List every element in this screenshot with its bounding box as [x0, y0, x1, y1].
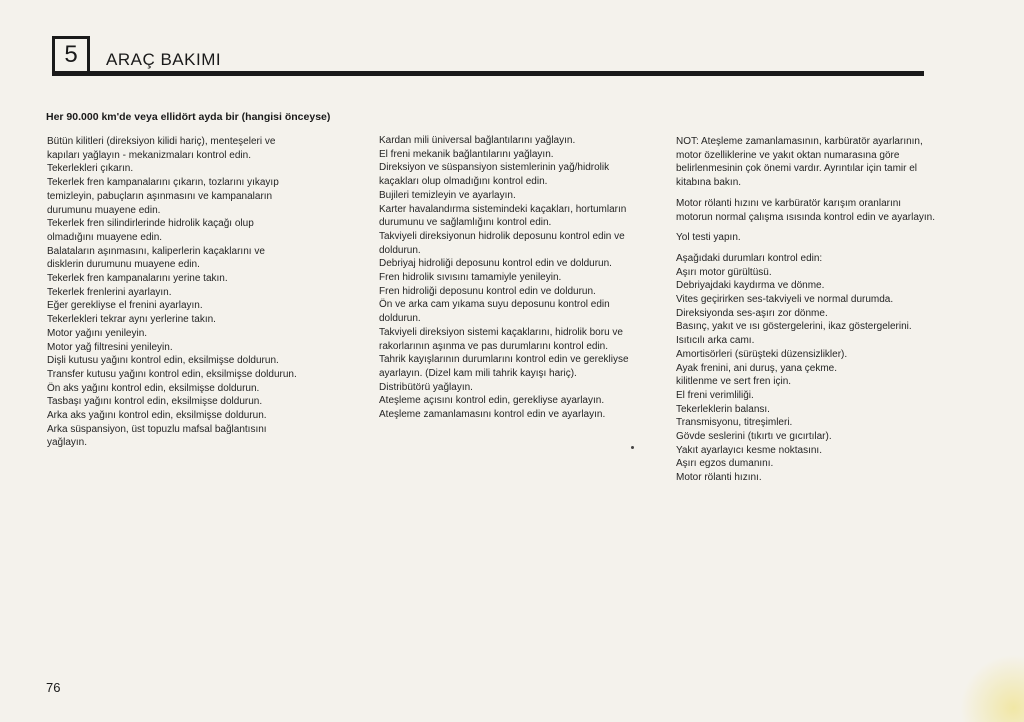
list-item: Eğer gerekliyse el frenini ayarlayın.: [47, 300, 203, 312]
list-item: Tekerlek fren kampanalarını çıkarın, tozlarını yıkayıp temizleyin, pabuçların aşınmasını ve kampanaların durumunu muayene edin.: [47, 177, 279, 216]
header-rule: [52, 71, 924, 76]
list-item: Fren hidrolik sıvısını tamamiyle yenileyin.: [379, 272, 562, 284]
list-item: Basınç, yakıt ve ısı göstergelerini, ikaz göstergelerini.: [676, 321, 912, 333]
list-item: Bütün kilitleri (direksiyon kilidi hariç), menteşeleri ve kapıları yağlayın - mekanizmaları kontrol edin.: [47, 136, 276, 161]
list-item: Tasbaşı yağını kontrol edin, eksilmişse doldurun.: [47, 396, 263, 408]
list-item: Motor rölanti hızını.: [676, 472, 762, 484]
list-item: El freni mekanik bağlantılarını yağlayın.: [379, 148, 554, 160]
list-item: Tekerlek fren silindirlerinde hidrolik kaçağı olup olmadığını muayene edin.: [47, 218, 254, 243]
list-item: Takviyeli direksiyon sistemi kaçaklarını, hidrolik boru ve rakorlarının aşınma ve pas durumlarını kontrol edin.: [379, 326, 623, 352]
list-item: Karter havalandırma sistemindeki kaçakları, hortumların durumunu ve sağlamlığını kontrol edin.: [379, 203, 627, 229]
list-item: Transfer kutusu yağını kontrol edin, eksilmişse doldurun.: [47, 368, 297, 380]
list-item: Ateşleme açısını kontrol edin, gerekliyse ayarlayın.: [379, 395, 605, 407]
list-item: Aşırı egzos dumanını.: [676, 458, 774, 470]
list-item: Distribütörü yağlayın.: [379, 381, 473, 393]
list-item: El freni verimliliği.: [676, 389, 754, 401]
column-3: [676, 135, 936, 485]
list-item: Takviyeli direksiyonun hidrolik deposunu kontrol edin ve doldurun.: [379, 230, 625, 256]
list-item: Balataların aşınmasını, kaliperlerin kaçaklarını ve disklerin durumunu muayene edin.: [47, 245, 265, 271]
column-1: [47, 135, 297, 450]
chapter-title: ARAÇ BAKIMI: [106, 50, 222, 69]
list-item: Ön ve arka cam yıkama suyu deposunu kontrol edin doldurun.: [379, 299, 610, 325]
note-paragraph: NOT: Ateşleme zamanlamasının, karbüratör ayarlarının, motor özelliklerine ve yakıt oktan numarasına göre belirlenmesinin çok önemi vardır. Ayrıntılar için tamir el kitabına bakın.: [676, 136, 923, 189]
list-item: Arka aks yağını kontrol edin, eksilmişse doldurun.: [47, 410, 267, 422]
paper-stain: [954, 652, 1024, 722]
idle-check-paragraph: Motor rölanti hızını ve karbüratör karışım oranlarını motorun normal çalışma ısısında kontrol edin ve ayarlayın.: [676, 197, 936, 223]
list-item: Ateşleme zamanlamasını kontrol edin ve ayarlayın.: [379, 409, 606, 421]
list-item: Arka süspansiyon, üst topuzlu mafsal bağlantısını yağlayın.: [47, 423, 267, 449]
list-item: Yakıt ayarlayıcı kesme noktasını.: [676, 444, 822, 456]
list-item: Tekerlek frenlerini ayarlayın.: [47, 286, 172, 298]
road-test-paragraph: Yol testi yapın.: [676, 232, 741, 244]
list-item: Transmisyonu, titreşimleri.: [676, 417, 793, 429]
list-item: Aşırı motor gürültüsü.: [676, 266, 772, 278]
section-subheading: Her 90.000 km'de veya ellidört ayda bir (hangisi önceyse): [46, 111, 331, 123]
list-item: Tekerleklerin balansı.: [676, 403, 770, 415]
list-item: Bujileri temizleyin ve ayarlayın.: [379, 189, 516, 201]
list-item: kilitlenme ve sert fren için.: [676, 376, 792, 388]
chapter-number-box: [52, 36, 90, 74]
page-number: 76: [46, 680, 61, 695]
list-item: Isıtıcılı arka camı.: [676, 335, 755, 347]
list-item: Motor yağ filtresini yenileyin.: [47, 341, 173, 353]
list-item: Fren hidroliği deposunu kontrol edin ve doldurun.: [379, 285, 596, 297]
list-item: Ayak frenini, ani duruş, yana çekme.: [676, 362, 838, 374]
list-item: Direksiyon ve süspansiyon sistemlerinin yağ/hidrolik kaçakları olup olmadığını kontrol edin.: [379, 162, 610, 188]
conditions-heading: Aşağıdaki durumları kontrol edin:: [676, 252, 823, 264]
list-item: Gövde seslerini (tıkırtı ve gıcırtılar).: [676, 431, 832, 443]
list-item: Kardan mili üniversal bağlantılarını yağlayın.: [379, 135, 576, 146]
stray-dot: [631, 446, 634, 449]
list-item: Dişli kutusu yağını kontrol edin, eksilmişse doldurun.: [47, 355, 279, 367]
list-item: Tekerlekleri çıkarın.: [47, 163, 134, 175]
list-item: Vites geçirirken ses-takviyeli ve normal durumda.: [676, 294, 894, 306]
list-item: Amortisörleri (sürüşteki düzensizlikler).: [676, 348, 848, 360]
column-2: [379, 134, 639, 422]
list-item: Debriyajdaki kaydırma ve dönme.: [676, 280, 825, 292]
list-item: Ön aks yağını kontrol edin, eksilmişse doldurun.: [47, 382, 260, 394]
list-item: Debriyaj hidroliği deposunu kontrol edin ve doldurun.: [379, 258, 612, 270]
list-item: Motor yağını yenileyin.: [47, 327, 148, 339]
chapter-number: 5: [64, 41, 78, 68]
list-item: Tekerlekleri tekrar aynı yerlerine takın.: [47, 314, 216, 326]
list-item: Tahrik kayışlarının durumlarını kontrol edin ve gerekliyse ayarlayın. (Dizel kam mili tahrik kayışı hariç).: [379, 354, 629, 379]
list-item: Direksiyonda ses-aşırı zor dönme.: [676, 307, 828, 319]
list-item: Tekerlek fren kampanalarını yerine takın.: [47, 273, 228, 285]
